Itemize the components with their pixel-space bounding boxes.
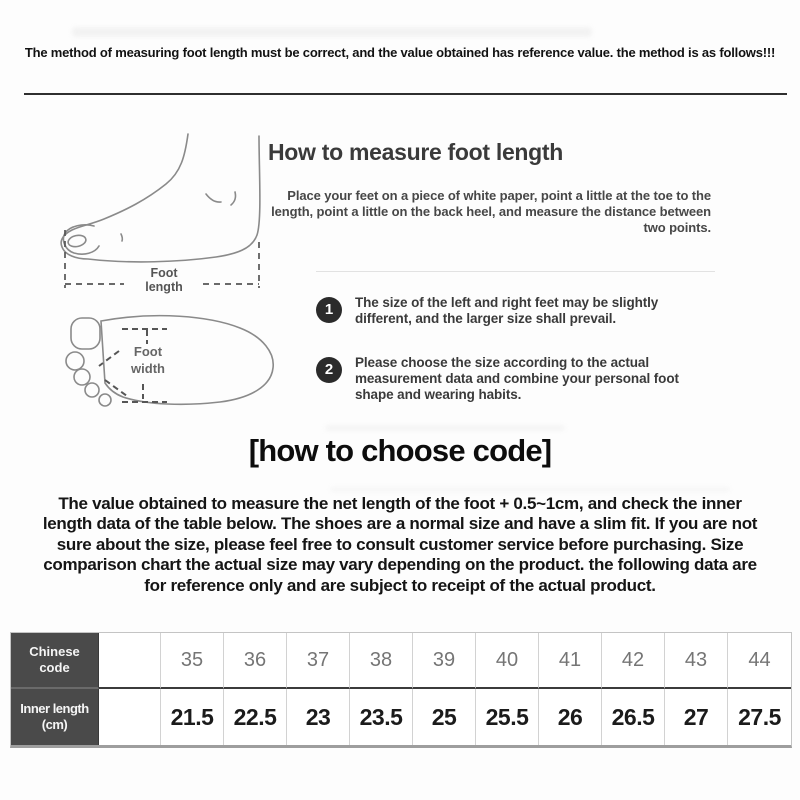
measure-description: Place your feet on a piece of white paper, point a little at the toe to the length, point a little on the back heel, and measure the distance between two points. — [271, 188, 711, 235]
toenail — [67, 234, 87, 249]
table-cell: 23 — [287, 689, 350, 745]
foot-outline — [61, 134, 260, 262]
big-toe — [71, 318, 100, 349]
table-cell: 41 — [539, 633, 602, 689]
choose-description: The value obtained to measure the net length of the foot + 0.5~1cm, and check the inner length data of the table below. The shoes are a normal size and have a slim fit. If you are not sure about the size, please feel free to consult customer service before purchasing. Size comparison chart the actual size may vary depending on the product. the following data are for reference only and are subject to receipt of the actual product. — [42, 494, 758, 595]
foot-width-label: width — [131, 361, 165, 376]
faded-artifact — [72, 27, 592, 37]
table-cell: 37 — [287, 633, 350, 689]
table-cell: 26.5 — [602, 689, 665, 745]
ankle-mark — [231, 192, 236, 205]
table-cell: 25.5 — [476, 689, 539, 745]
tip-number-badge: 2 — [316, 357, 342, 383]
tip-item-2 — [316, 355, 703, 404]
table-cell: 25 — [413, 689, 476, 745]
toe — [85, 383, 99, 397]
tip-item-1 — [316, 295, 703, 327]
foot-length-illustration — [38, 130, 290, 305]
table-cell: 21.5 — [161, 689, 224, 745]
size-table — [10, 632, 792, 748]
table-cell: 42 — [602, 633, 665, 689]
table-cell: 23.5 — [350, 689, 413, 745]
table-cell — [99, 689, 161, 745]
tip-number-badge: 1 — [316, 297, 342, 323]
table-cell: 36 — [224, 633, 287, 689]
tips-divider — [316, 271, 715, 272]
faded-artifact — [330, 487, 730, 492]
faded-artifact — [325, 425, 565, 431]
measure-section-title: How to measure foot length — [268, 139, 564, 165]
table-cell: 27.5 — [738, 703, 781, 730]
table-cell: 22.5 — [224, 689, 287, 745]
notice-text: The method of measuring foot length must be correct, and the value obtained has reference value. the method is as follows!!! — [24, 45, 776, 60]
foot-length-label: length — [145, 280, 183, 294]
tip-text: The size of the left and right feet may be slightly different, and the larger size shall prevail. — [355, 295, 659, 327]
table-row-label: Chinese code — [11, 633, 99, 689]
width-line-diagonal — [99, 351, 119, 366]
table-cell: 39 — [413, 633, 476, 689]
divider-line — [24, 93, 787, 95]
table-cell: 35 — [161, 633, 224, 689]
toe — [74, 369, 90, 385]
choose-section-title: [how to choose code] — [248, 433, 552, 468]
toe — [99, 394, 111, 406]
toe-crease — [121, 234, 122, 241]
ankle-mark — [206, 194, 221, 202]
table-cell: 40 — [476, 633, 539, 689]
foot-width-illustration — [55, 303, 285, 418]
table-cell: 38 — [350, 633, 413, 689]
tip-text: Please choose the size according to the actual measurement data and combine your personal foot shape and wearing habits. — [355, 355, 679, 403]
table-row-label: Inner length (cm) — [11, 689, 99, 745]
table-cell: 27 — [665, 689, 728, 745]
table-cell: 26 — [539, 689, 602, 745]
toe — [66, 352, 84, 370]
foot-length-label: Foot — [150, 266, 178, 280]
table-cell — [99, 633, 161, 689]
table-cell: 43 — [665, 633, 728, 689]
table-cell: 44 — [728, 633, 791, 689]
foot-width-label: Foot — [133, 344, 163, 359]
